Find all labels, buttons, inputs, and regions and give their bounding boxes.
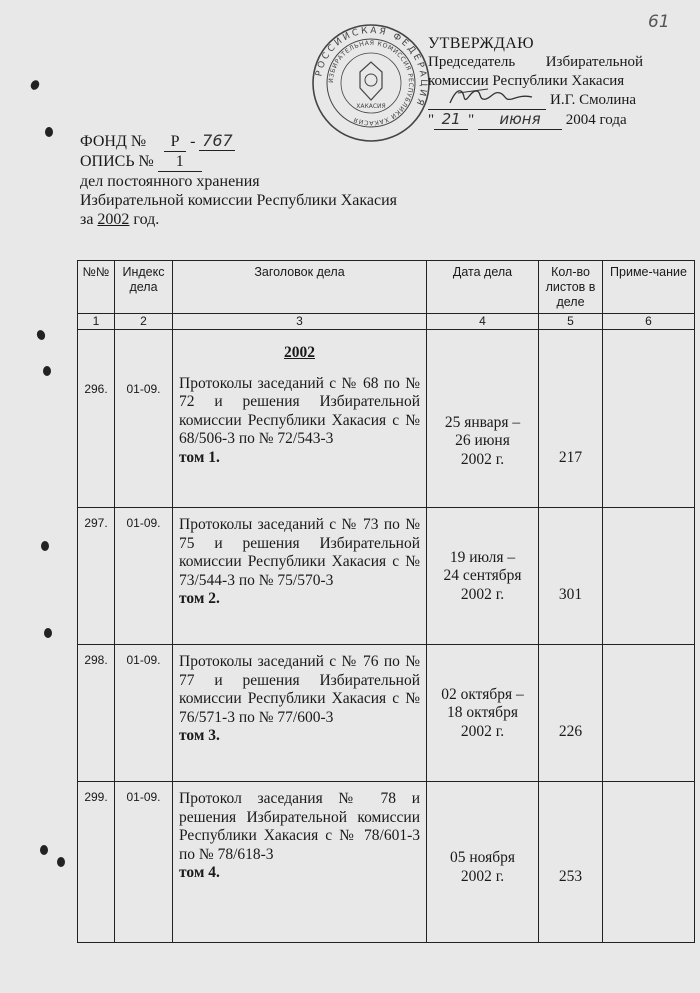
row-sheets: 253 (539, 782, 603, 943)
seal-center-text: ХАКАСИЯ (356, 103, 386, 110)
row-note (603, 508, 695, 645)
fond-handwritten-number: 767 (199, 131, 235, 151)
column-number: 1 (78, 314, 115, 330)
table-row (78, 782, 695, 943)
approval-date (428, 110, 643, 130)
row-number: 297. (78, 508, 115, 645)
opis-value: 1 (158, 152, 202, 172)
approval-date-month: июня (478, 110, 562, 130)
signature-icon (428, 85, 546, 107)
approval-date-year: 2004 года (565, 112, 627, 128)
column-number-row (78, 314, 695, 330)
row-dates (427, 645, 539, 782)
column-number: 4 (427, 314, 539, 330)
row-date-year: 2002 г. (460, 450, 505, 468)
row-note (603, 782, 695, 943)
table-row (78, 330, 695, 508)
row-date-year: 2002 г. (460, 867, 505, 885)
row-title-cell (173, 782, 427, 943)
row-date-from: 19 июля – (449, 548, 516, 566)
row-date-from: 02 октября – (441, 685, 524, 703)
punch-hole (40, 845, 48, 855)
row-date-year: 2002 г. (460, 722, 505, 740)
row-sheets: 226 (539, 645, 603, 782)
approval-position-line2: комиссии Республики Хакасия (428, 73, 625, 89)
opis-label: ОПИСЬ № (80, 153, 154, 170)
header-line-3: дел постоянного хранения (80, 173, 260, 190)
row-volume: том 4. (179, 864, 220, 881)
row-title-cell (173, 508, 427, 645)
fond-line: ФОНД № Р - 767 (80, 131, 397, 152)
header-year: 2002 (97, 211, 130, 228)
row-index: 01-09. (115, 645, 173, 782)
header-line-5 (80, 210, 397, 229)
row-dates (427, 508, 539, 645)
fond-label: ФОНД № (80, 133, 147, 150)
header-year-prefix: за (80, 211, 94, 228)
column-header-sheets: Кол-во листов в деле (539, 261, 603, 314)
row-title: Протокол заседания № 78 и решения Избирательной комиссии Республики Хакасия с № 78/601-3 по № 78/618-3 (179, 790, 420, 863)
column-header-number: №№ (78, 261, 115, 314)
page-number: 61 (648, 12, 670, 32)
row-title: Протоколы заседаний с № 76 по № 77 и решения Избирательной комиссии Республики Хакасия с № 76/571-3 по № 77/600-3 (179, 653, 420, 726)
row-index: 01-09. (115, 782, 173, 943)
opis-line (80, 152, 397, 172)
row-volume: том 1. (179, 448, 220, 466)
punch-hole (36, 329, 47, 341)
row-note (603, 330, 695, 508)
header-line-4: Избирательной комиссии Республики Хакасия (80, 192, 398, 209)
row-title: Протоколы заседаний с № 68 по № 72 и решения Избирательной комиссии Республики Хакасия с № 68/506-3 по № 72/543-3 (179, 374, 420, 447)
approval-signer: И.Г. Смолина (550, 92, 637, 108)
row-title: Протоколы заседаний с № 73 по № 75 и решения Избирательной комиссии Республики Хакасия с № 73/544-3 по № 75/570-3 (179, 516, 420, 589)
approval-position-word1: Председатель (428, 54, 516, 70)
row-date-to: 26 июня (455, 432, 510, 449)
table-header-row (78, 261, 695, 314)
official-seal (310, 22, 435, 144)
row-volume: том 2. (179, 590, 220, 607)
seal-outer-text: РОССИЙСКАЯ ФЕДЕРАЦИЯ (314, 25, 429, 109)
punch-hole (57, 857, 65, 867)
row-number: 296. (78, 330, 115, 508)
approval-title: УТВЕРЖДАЮ (428, 35, 534, 52)
column-header-date: Дата дела (427, 261, 539, 314)
approval-position-line1 (428, 53, 643, 72)
seal-ring-text: ИЗБИРАТЕЛЬНАЯ КОМИССИЯ РЕСПУБЛИКИ ХАКАСИЯ (327, 39, 415, 127)
punch-hole (43, 366, 51, 376)
row-dates (427, 330, 539, 508)
column-header-index: Индекс дела (115, 261, 173, 314)
inventory-table (77, 260, 695, 943)
row-title-cell (173, 330, 427, 508)
row-date-from: 25 января – (444, 413, 521, 431)
emblem-icon (360, 62, 382, 100)
approval-date-day: 21 (434, 110, 468, 130)
column-number: 5 (539, 314, 603, 330)
row-title-cell (173, 645, 427, 782)
table-row (78, 645, 695, 782)
row-note (603, 645, 695, 782)
signature (428, 95, 546, 110)
row-volume: том 3. (179, 727, 220, 744)
date-close-quote: " (468, 112, 475, 128)
column-number: 3 (173, 314, 427, 330)
date-open-quote: " (428, 112, 435, 128)
approval-block (428, 34, 643, 130)
column-number: 6 (603, 314, 695, 330)
punch-hole (44, 628, 52, 638)
document-header (80, 131, 397, 229)
approval-signature-line (428, 91, 643, 110)
punch-hole (29, 79, 41, 92)
table-row (78, 508, 695, 645)
row-number: 298. (78, 645, 115, 782)
row-dates (427, 782, 539, 943)
row-date-to: 18 октября (447, 704, 518, 721)
row-date-to: 05 ноября (449, 849, 516, 866)
row-index: 01-09. (115, 330, 173, 508)
row-sheets: 217 (539, 330, 603, 508)
fond-value: Р (164, 132, 186, 152)
column-header-note: Приме-чание (603, 261, 695, 314)
year-heading: 2002 (284, 344, 315, 361)
column-number: 2 (115, 314, 173, 330)
row-date-year: 2002 г. (460, 585, 505, 603)
header-year-suffix: год. (133, 211, 160, 228)
punch-hole (45, 127, 53, 137)
approval-position-word2: Избирательной (545, 54, 643, 70)
row-index: 01-09. (115, 508, 173, 645)
punch-hole (41, 541, 49, 551)
row-date-to: 24 сентября (443, 567, 522, 584)
column-header-title: Заголовок дела (173, 261, 427, 314)
row-sheets: 301 (539, 508, 603, 645)
row-number: 299. (78, 782, 115, 943)
